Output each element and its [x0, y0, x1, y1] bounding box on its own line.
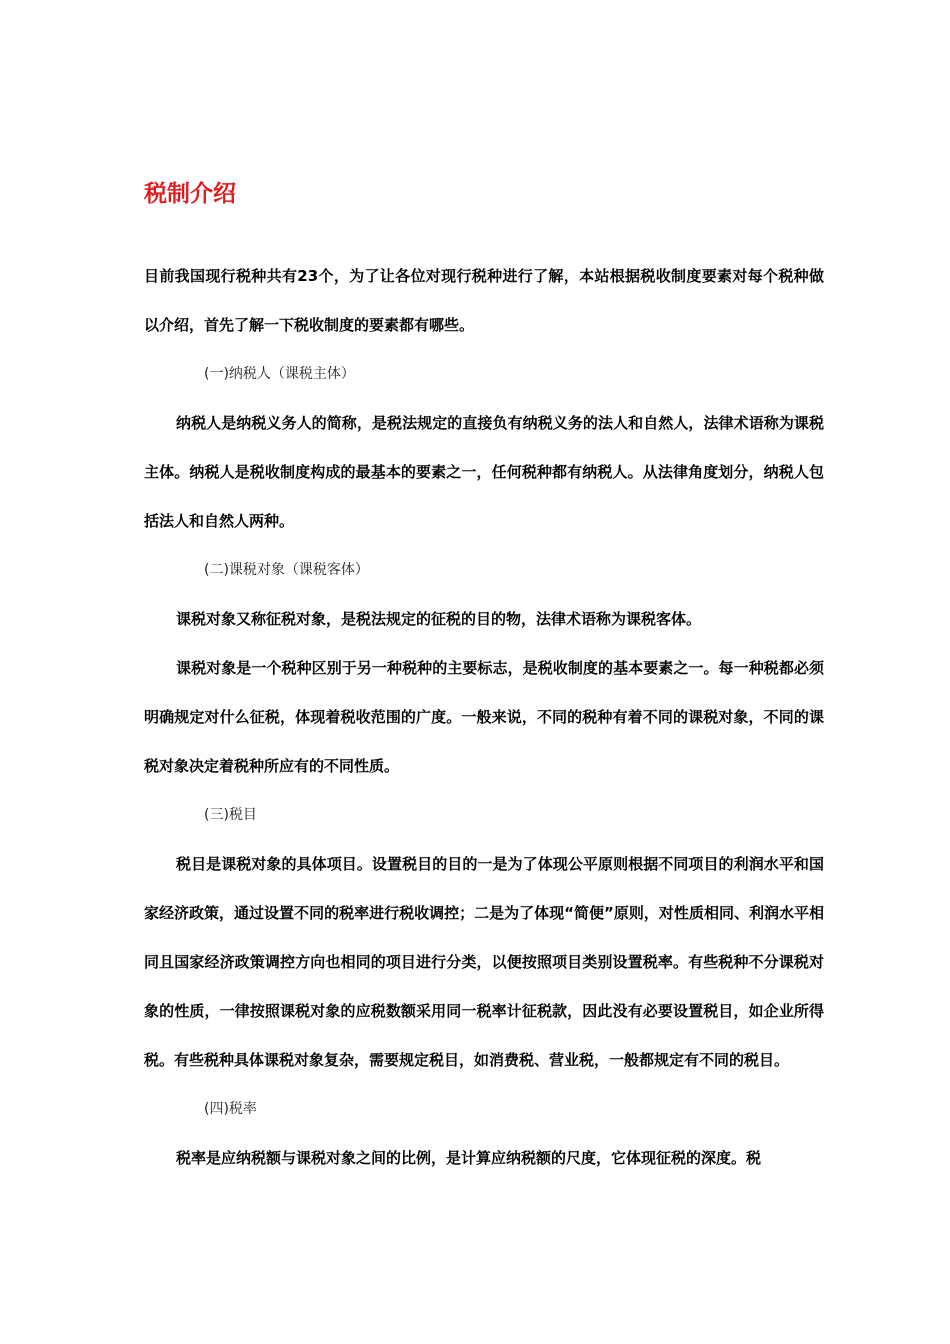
section-heading-tax-rate: (四)税率 [204, 1101, 257, 1117]
section-paragraph: 税目是课税对象的具体项目。设置税目的目的一是为了体现公平原则根据不同项目的利润水平和国家经济政策，通过设置不同的税率进行税收调控；二是为了体现“简便”原则，对性质相同、利润水平相同且国家经济政策调控方向也相同的项目进行分类，以便按照项目类别设置税率。有些税种不分课税对象的性质，一律按照课税对象的应税数额采用同一税率计征税款，因此没有必要设置税目，如企业所得税。有些税种具体课税对象复杂，需要规定税目，如消费税、营业税，一般都规定有不同的税目。 [144, 855, 824, 1069]
section-heading-taxpayer: (一)纳税人（课税主体） [204, 366, 355, 382]
section-heading-tax-item: (三)税目 [204, 807, 257, 823]
intro-paragraph: 目前我国现行税种共有23个，为了让各位对现行税种进行了解，本站根据税收制度要素对每个税种做以介绍，首先了解一下税收制度的要素都有哪些。 [144, 267, 824, 334]
section-paragraph: 税率是应纳税额与课税对象之间的比例，是计算应纳税额的尺度，它体现征税的深度。税 [176, 1149, 762, 1167]
document-page [144, 172, 824, 1183]
section-heading-tax-object: (二)课税对象（课税客体） [204, 562, 369, 578]
section-paragraph: 课税对象是一个税种区别于另一种税种的主要标志，是税收制度的基本要素之一。每一种税都必须明确规定对什么征税，体现着税收范围的广度。一般来说，不同的税种有着不同的课税对象，不同的课税对象决定着税种所应有的不同性质。 [144, 659, 824, 775]
section-paragraph: 课税对象又称征税对象，是税法规定的征税的目的物，法律术语称为课税客体。 [176, 610, 702, 628]
document-title: 税制介绍 [144, 181, 236, 207]
section-paragraph: 纳税人是纳税义务人的简称，是税法规定的直接负有纳税义务的法人和自然人，法律术语称为课税主体。纳税人是税收制度构成的最基本的要素之一，任何税种都有纳税人。从法律角度划分，纳税人包括法人和自然人两种。 [144, 414, 824, 530]
